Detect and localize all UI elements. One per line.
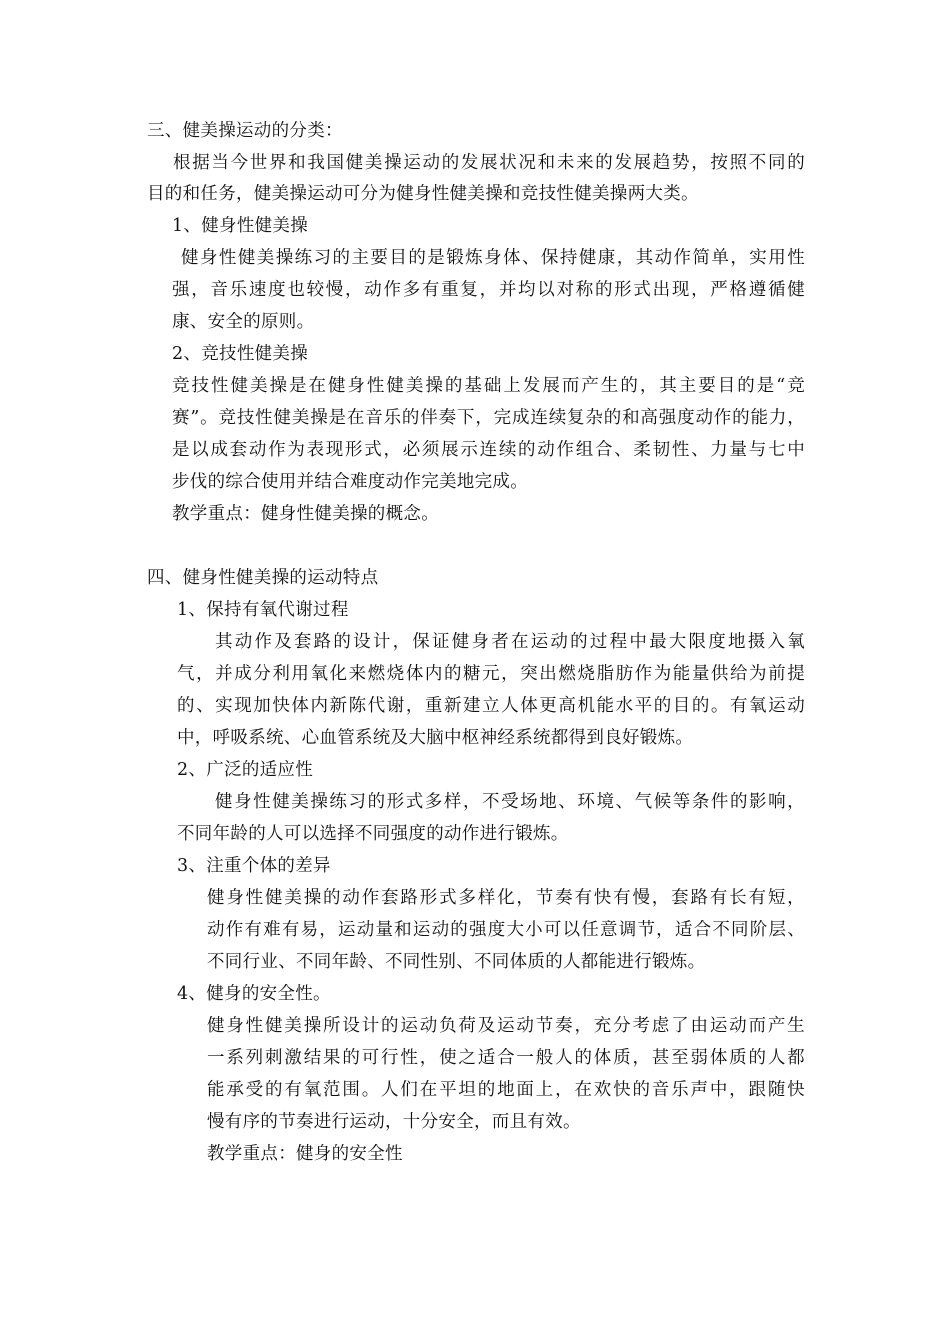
item4-line-1: 健身性健美操所设计的运动负荷及运动节奏，充分考虑了由运动而产生 bbox=[207, 1016, 805, 1036]
item4-line-3: 能承受的有氧范围。人们在平坦的地面上，在欢快的音乐声中，跟随快 bbox=[207, 1080, 805, 1100]
sub1-title: 1、健身性健美操 bbox=[172, 216, 309, 236]
item1-line-2: 气，并成分利用氧化来燃烧体内的糖元，突出燃烧脂肪作为能量供给为前提 bbox=[177, 664, 805, 684]
section3-intro-line-2: 目的和任务，健美操运动可分为健身性健美操和竞技性健美操两大类。 bbox=[147, 184, 699, 204]
item2-line-1: 健身性健美操练习的形式多样，不受场地、环境、气候等条件的影响， bbox=[215, 792, 805, 812]
sub1-line-3: 康、安全的原则。 bbox=[172, 312, 315, 332]
sub2-line-4: 步伐的综合使用并结合难度动作完美地完成。 bbox=[172, 472, 528, 492]
item3-line-1: 健身性健美操的动作套路形式多样化，节奏有快有慢，套路有长有短， bbox=[207, 888, 805, 908]
section4-key-point: 教学重点：健身的安全性 bbox=[207, 1144, 403, 1164]
item3-title: 3、注重个体的差异 bbox=[177, 856, 331, 876]
item1-line-3: 的、实现加快体内新陈代谢，重新建立人体更高机能水平的目的。有氧运动 bbox=[177, 696, 805, 716]
item3-line-2: 动作有难有易，运动量和运动的强度大小可以任意调节，适合不同阶层、 bbox=[207, 920, 805, 940]
section3-key-point: 教学重点：健身性健美操的概念。 bbox=[172, 504, 439, 524]
sub2-title: 2、竞技性健美操 bbox=[172, 344, 309, 364]
sub2-line-3: 是以成套动作为表现形式，必须展示连续的动作组合、柔韧性、力量与七中 bbox=[172, 440, 805, 460]
sub1-line-1: 健身性健美操练习的主要目的是锻炼身体、保持健康，其动作简单，实用性 bbox=[181, 248, 805, 268]
item4-title: 4、健身的安全性。 bbox=[177, 984, 331, 1004]
section3-heading: 三、健美操运动的分类： bbox=[147, 121, 343, 141]
item4-line-4: 慢有序的节奏进行运动，十分安全，而且有效。 bbox=[207, 1112, 581, 1132]
item3-line-3: 不同行业、不同年龄、不同性别、不同体质的人都能进行锻炼。 bbox=[207, 952, 706, 972]
section3-intro-line-1: 根据当今世界和我国健美操运动的发展状况和未来的发展趋势，按照不同的 bbox=[173, 153, 805, 173]
item1-line-1: 其动作及套路的设计，保证健身者在运动的过程中最大限度地摄入氧 bbox=[215, 632, 805, 652]
sub2-line-1: 竞技性健美操是在健身性健美操的基础上发展而产生的，其主要目的是“竞 bbox=[172, 376, 805, 396]
item1-line-4: 中，呼吸系统、心血管系统及大脑中枢神经系统都得到良好锻炼。 bbox=[177, 728, 694, 748]
item1-title: 1、保持有氧代谢过程 bbox=[177, 600, 349, 620]
item4-line-2: 一系列刺激结果的可行性，使之适合一般人的体质，甚至弱体质的人都 bbox=[207, 1048, 805, 1068]
sub2-line-2: 赛”。竞技性健美操是在音乐的伴奏下，完成连续复杂的和高强度动作的能力， bbox=[172, 408, 805, 428]
item2-title: 2、广泛的适应性 bbox=[177, 760, 314, 780]
sub1-line-2: 强，音乐速度也较慢，动作多有重复，并均以对称的形式出现，严格遵循健 bbox=[172, 280, 805, 300]
item2-line-2: 不同年龄的人可以选择不同强度的动作进行锻炼。 bbox=[177, 824, 569, 844]
section4-heading: 四、健身性健美操的运动特点 bbox=[147, 568, 379, 588]
